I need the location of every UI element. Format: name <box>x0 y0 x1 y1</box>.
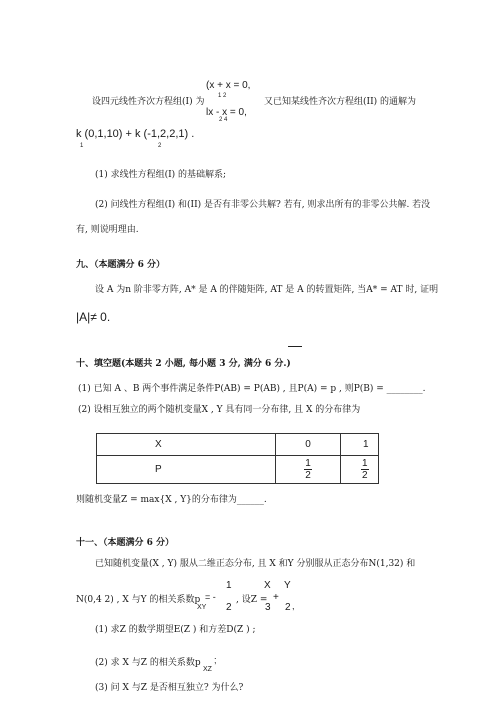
q10-after-table: 则随机变量Z = max{X , Y}的分布律为______. <box>76 495 267 505</box>
system-equation-line-2: lx - x = 0, <box>206 107 247 118</box>
table-header-x: X <box>97 434 276 456</box>
subscript-k1: 1 <box>80 143 84 149</box>
q8-part-2: (2) 问线性方程组(I) 和(II) 是否有非零公共解? 若有, 则求出所有的非零公共解. 若没 <box>95 200 431 210</box>
general-solution: k (0,1,10) + k (-1,2,2,1) . <box>76 128 195 140</box>
fraction-denominator: 2 <box>305 470 311 481</box>
table-cell-x-1: 1 <box>341 434 379 456</box>
table-cell-x-0: 0 <box>276 434 341 456</box>
q11-part-2-end: ; <box>214 655 217 665</box>
q10-item-2: (2) 设相互独立的两个随机变量X , Y 具有同一分布律, 且 X 的分布律为 <box>78 405 361 415</box>
z-fraction-x-numerator: X <box>264 580 271 591</box>
rho-fraction-numerator: 1 <box>226 580 232 591</box>
table-row-p <box>97 456 379 484</box>
table-row-x <box>97 434 379 456</box>
system-subscripts-2: 2 4 <box>219 117 228 123</box>
q9-conclusion: |A|≠ 0. <box>76 310 111 324</box>
z-fraction-x-denominator: 3 <box>265 602 271 613</box>
table-cell-p-1 <box>341 456 379 484</box>
table-header-p: P <box>97 456 276 484</box>
fraction-numerator: 1 <box>362 458 368 469</box>
q11-part-3: (3) 问 X 与Z 是否相互独立? 为什么? <box>95 683 244 693</box>
q9-heading: 九、（本题满分 6 分） <box>76 260 166 270</box>
rho-subscript-xy: XY <box>197 604 207 611</box>
q11-line-2: N(0,4 2) , X 与Y 的相关系数p <box>76 595 201 605</box>
z-fraction-y-numerator: Y <box>284 580 291 591</box>
distribution-table <box>96 433 379 484</box>
trailing-comma: , <box>292 601 295 611</box>
fraction-denominator: 2 <box>362 470 368 481</box>
z-definition: , 设Z = <box>236 595 268 605</box>
q11-statement: 已知随机变量(X , Y) 服从二维正态分布, 且 X 和Y 分别服从正态分布N(1,32) 和 <box>95 559 416 569</box>
q11-heading: 十一、（本题满分 6 分） <box>76 538 175 548</box>
q8-suffix-text: 又已知某线性齐次方程组(II) 的通解为 <box>264 97 416 107</box>
q8-prefix-text: 设四元线性齐次方程组(I) 为 <box>92 97 205 107</box>
q10-item-1: (1) 已知 A 、B 两个事件满足条件P(AB) = P(AB) , 且P(A) = p , 则P(B) = ________. <box>78 384 426 394</box>
q8-part-1: (1) 求线性方程组(I) 的基础解系; <box>95 170 227 180</box>
fraction-numerator: 1 <box>305 458 311 469</box>
plus-sign: + <box>273 592 279 603</box>
q8-part-2-continued: 有, 则说明理由. <box>76 225 139 235</box>
q11-part-2: (2) 求 X 与Z 的相关系数p <box>95 658 201 668</box>
rho-equals: = - <box>205 592 216 602</box>
rho-subscript-xz: XZ <box>203 666 212 673</box>
q10-heading: 十、填空题(本题共 2 小题, 每小题 3 分, 满分 6 分.) <box>76 359 291 369</box>
system-subscripts-1: 1 2 <box>218 93 227 99</box>
rho-fraction-denominator: 2 <box>226 602 232 613</box>
q9-statement: 设 A 为n 阶非零方阵, A* 是 A 的伴随矩阵, AT 是 A 的转置矩阵, 当A* = AT 时, 证明 <box>95 285 439 295</box>
subscript-k2: 2 <box>158 143 162 149</box>
system-equation-line-1: (x + x = 0, <box>206 80 251 91</box>
z-fraction-y-denominator: 2 <box>285 602 291 613</box>
complement-overbar <box>288 346 302 347</box>
q11-part-1: (1) 求Z 的数学期望E(Z ) 和方差D(Z ) ; <box>95 625 256 635</box>
table-cell-p-0 <box>276 456 341 484</box>
